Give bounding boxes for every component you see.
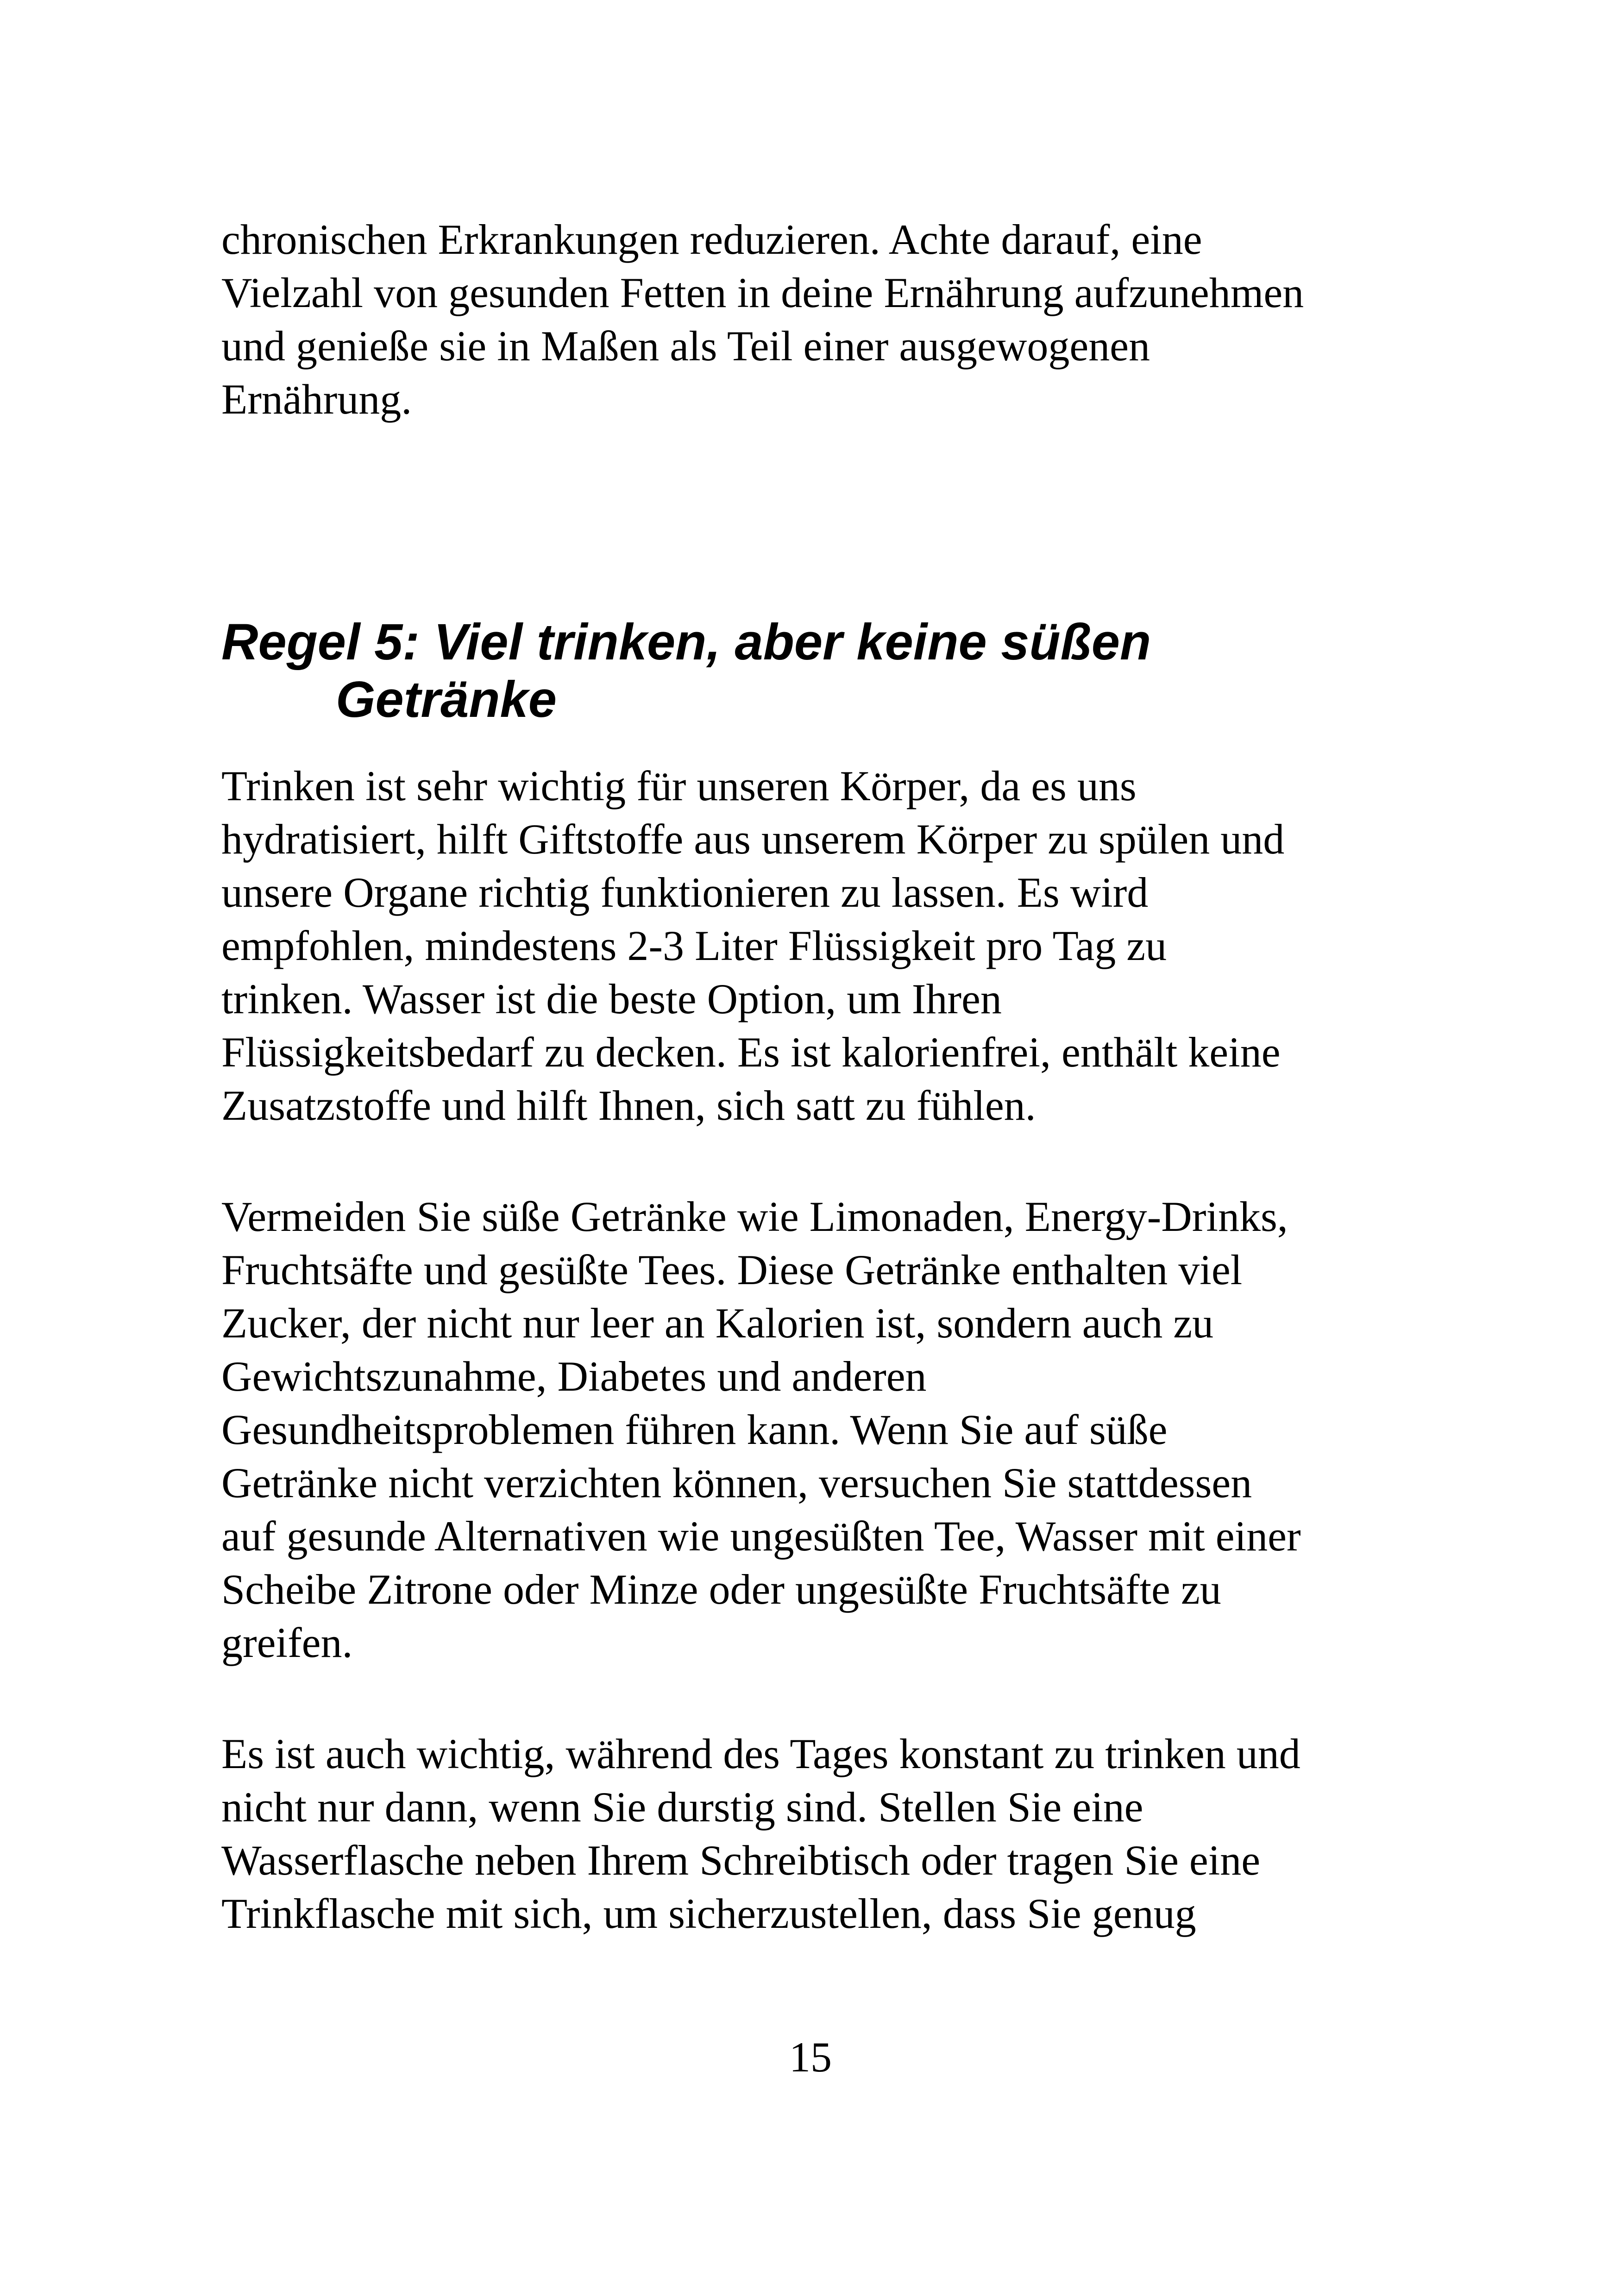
text-line: greifen. [221,1619,353,1666]
text-line: hydratisiert, hilft Giftstoffe aus unserem Körper zu spülen und [221,816,1285,863]
intro-paragraph [221,213,1426,426]
text-line: Fruchtsäfte und gesüßte Tees. Diese Getränke enthalten viel [221,1246,1243,1293]
text-line: Trinkflasche mit sich, um sicherzustellen, dass Sie genug [221,1890,1196,1937]
text-line: Es ist auch wichtig, während des Tages konstant zu trinken und [221,1730,1301,1777]
text-line: und genieße sie in Maßen als Teil einer ausgewogenen [221,322,1150,370]
text-line: Scheibe Zitrone oder Minze oder ungesüßte Fruchtsäfte zu [221,1566,1221,1613]
text-line: Vielzahl von gesunden Fetten in deine Ernährung aufzunehmen [221,269,1304,316]
page-number: 15 [789,2033,832,2081]
text-line: empfohlen, mindestens 2-3 Liter Flüssigkeit pro Tag zu [221,922,1167,969]
text-line: Zusatzstoffe und hilft Ihnen, sich satt zu fühlen. [221,1082,1036,1129]
text-line: Gewichtszunahme, Diabetes und anderen [221,1353,927,1400]
paragraph-sweet-drinks [221,1190,1426,1669]
paragraph-constant-drinking [221,1727,1426,1940]
text-line: Vermeiden Sie süße Getränke wie Limonaden, Energy-Drinks, [221,1193,1288,1240]
text-line: chronischen Erkrankungen reduzieren. Achte darauf, eine [221,216,1202,263]
text-line: auf gesunde Alternativen wie ungesüßten Tee, Wasser mit einer [221,1512,1301,1560]
text-line: trinken. Wasser ist die beste Option, um Ihren [221,975,1002,1023]
text-line: Trinken ist sehr wichtig für unseren Körper, da es uns [221,762,1137,809]
text-line: Wasserflasche neben Ihrem Schreibtisch oder tragen Sie eine [221,1837,1261,1884]
section-heading [221,614,1426,728]
text-line: Getränke nicht verzichten können, versuchen Sie stattdessen [221,1459,1252,1506]
text-line: unsere Organe richtig funktionieren zu lassen. Es wird [221,869,1149,916]
heading-line: Getränke [336,671,557,728]
heading-line: Regel 5: Viel trinken, aber keine süßen [221,614,1151,671]
text-line: Zucker, der nicht nur leer an Kalorien ist, sondern auch zu [221,1299,1214,1347]
text-line: Flüssigkeitsbedarf zu decken. Es ist kalorienfrei, enthält keine [221,1029,1281,1076]
paragraph-hydration [221,759,1426,1132]
text-line: Gesundheitsproblemen führen kann. Wenn Sie auf süße [221,1406,1168,1453]
text-line: nicht nur dann, wenn Sie durstig sind. Stellen Sie eine [221,1783,1143,1831]
text-line: Ernährung. [221,376,412,423]
